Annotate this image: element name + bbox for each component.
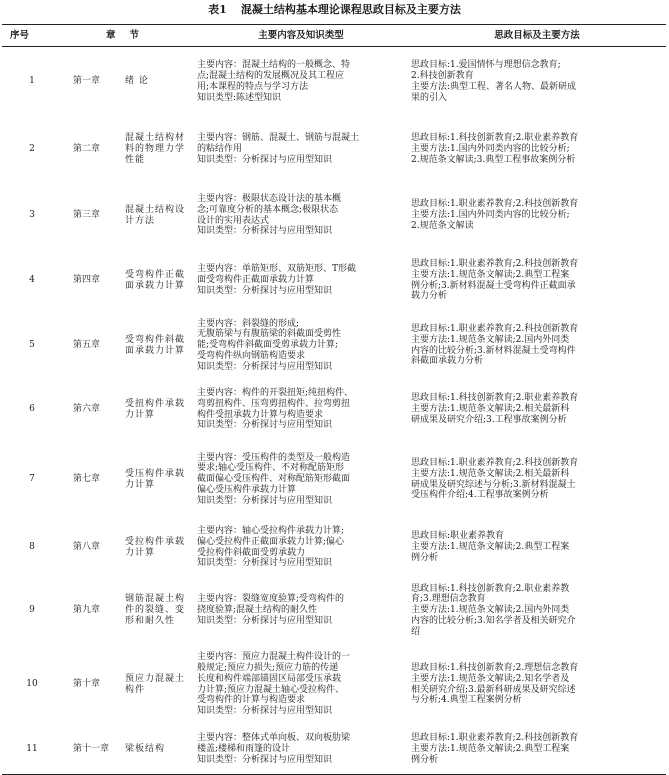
objective-line: 思政目标:职业素养教育 (411, 531, 505, 542)
objective-line: 思政目标:1.职业素养教育;2.科技创新教育 (411, 733, 579, 744)
row-content (194, 441, 408, 519)
chapter-number: 第八章 (73, 542, 101, 553)
content-line: 知识类型：分析探讨与应用型知识 (197, 361, 333, 372)
content-line: 受弯构件纵向钢筋构造要求 (197, 350, 306, 361)
row-chapter (62, 441, 194, 519)
table-row (2, 645, 666, 725)
chapter-title: 预应力混凝土构件 (125, 673, 186, 695)
row-number: 11 (2, 725, 62, 775)
row-objectives (408, 519, 666, 577)
content-line: 主要内容：轴心受拉构件承载力计算; (197, 525, 345, 536)
objective-line: 主要方法:1.规范条文解读;2.国内外同类 (411, 334, 570, 345)
content-line: 知识类型：分析探讨与应用型知识 (197, 558, 333, 569)
table-caption (0, 2, 669, 18)
row-number: 9 (29, 605, 35, 616)
objective-line: 主要方法:1.国内外同类内容的比较分析; (411, 210, 570, 221)
row-chapter (62, 519, 194, 577)
objective-line: 思政目标:1.职业素养教育;2.科技创新教育 (411, 323, 579, 334)
table-row (2, 725, 666, 775)
row-chapter (62, 645, 194, 725)
objective-line: 思政目标:1.职业素养教育;2.科技创新教育 (411, 199, 579, 210)
content-line: 点;混凝土结构的发展概况及其工程应 (197, 70, 345, 81)
objective-line: 主要方法:1.规范条文解读;2.典型工程案 (411, 269, 570, 280)
content-line: 知识类型：分析探讨与应用型知识 (197, 706, 333, 717)
row-number: 2 (29, 144, 35, 155)
objective-line: 主要方法:1.规范条文解读;2.国内外同类 (411, 605, 570, 616)
objective-line: 主要方法:1.规范条文解读;2.知名学者及 (411, 673, 570, 684)
row-chapter (62, 117, 194, 183)
content-line: 楼盖;楼梯和雨篷的设计 (197, 743, 291, 754)
content-line: 知识类型：分析探讨与应用型知识 (197, 226, 333, 237)
content-line: 主要内容：整体式单向板、双向板肋梁 (197, 733, 351, 744)
row-content (194, 577, 408, 645)
table-row (2, 441, 666, 519)
chapter-title: 受弯构件正截面承载力计算 (125, 269, 186, 291)
row-chapter (62, 379, 194, 441)
row-objectives (408, 577, 666, 645)
header-objectives: 思政目标及主要方法 (408, 25, 666, 47)
objective-line: 例分析 (411, 754, 439, 765)
content-line: 主要内容：钢筋、混凝土、钢筋与混凝土 (197, 133, 360, 144)
chapter-number: 第七章 (73, 474, 101, 485)
content-line: 主要内容：受压构件的类型及一般构造 (197, 452, 351, 463)
content-line: 主要内容：预应力混凝土构件设计的一 (197, 652, 351, 663)
content-line: 的粘结作用 (197, 144, 243, 155)
content-line: 力计算;预应力混凝土轴心受拉构件、 (197, 684, 345, 695)
content-line: 偏心受拉构件正截面承载力计算;偏心 (197, 536, 345, 547)
table-row (2, 577, 666, 645)
row-chapter (62, 725, 194, 775)
objective-line: 主要方法:典型工程、著名人物、最新研成 (411, 81, 577, 92)
content-line: 念;可靠度分析的基本概念;极限状态 (197, 204, 339, 215)
row-chapter (62, 183, 194, 249)
row-content (194, 249, 408, 313)
row-content (194, 519, 408, 577)
chapter-number: 第十章 (73, 679, 101, 690)
row-objectives (408, 117, 666, 183)
row-chapter (62, 313, 194, 379)
caption-title: 混凝土结构基本理论课程思政目标及主要方法 (240, 3, 461, 16)
chapter-number: 第一章 (73, 76, 101, 87)
chapter-number: 第三章 (73, 210, 101, 221)
objective-line: 思政目标:1.科技创新教育;2.职业素养教 (411, 583, 570, 594)
chapter-title: 混凝土结构材料的物理力学性能 (125, 133, 186, 165)
row-content (194, 183, 408, 249)
chapter-title: 受拉构件承载力计算 (125, 536, 186, 558)
header-chapter: 章节 (62, 25, 194, 47)
row-objectives (408, 183, 666, 249)
table-row (2, 519, 666, 577)
table-row (2, 249, 666, 313)
header-no: 序号 (2, 25, 62, 47)
objective-line: 主要方法:1.国内外同类内容的比较分析; (411, 144, 570, 155)
row-objectives (408, 725, 666, 775)
row-chapter (62, 577, 194, 645)
table-row (2, 47, 666, 117)
content-line: 挠度验算;混凝土结构的耐久性 (197, 605, 318, 616)
row-number: 10 (26, 679, 38, 690)
content-line: 知识类型：分析探讨与应用型知识 (197, 754, 333, 765)
objective-line: 研成果及研究介绍;3.工程事故案例分析 (411, 414, 567, 425)
content-line: 主要内容：极限状态设计法的基本概 (197, 193, 342, 204)
objective-line: 主要方法:1.规范条文解读;2.相关最新科 (411, 404, 570, 415)
row-content (194, 117, 408, 183)
header-content: 主要内容及知识类型 (194, 25, 408, 47)
chapter-number: 第九章 (73, 605, 101, 616)
row-number: 4 (29, 275, 35, 286)
objective-line: 育;3.理想信念教育 (411, 594, 486, 605)
content-line: 设计的实用表达式 (197, 215, 270, 226)
caption-number: 表1 (208, 3, 227, 16)
objective-line: 研成果及研究综述与分析;3.新材料混凝土 (411, 479, 576, 490)
row-number: 5 (29, 340, 35, 351)
table-row (2, 183, 666, 249)
content-line: 弯剪扭构件、压弯剪扭构件、拉弯剪扭 (197, 398, 351, 409)
row-content (194, 47, 408, 117)
objective-line: 2.科技创新教育 (411, 70, 474, 81)
objective-line: 思政目标:1.科技创新教育;2.职业素养教育 (411, 393, 579, 404)
chapter-title: 受扭构件承载力计算 (125, 398, 186, 420)
objective-line: 载力分析 (411, 291, 448, 302)
objective-line: 2.规范条文解读;3.典型工程事故案例分析 (411, 154, 576, 165)
objective-line: 例分析 (411, 552, 439, 563)
chapter-title: 受压构件承载力计算 (125, 468, 186, 490)
content-line: 知识类型：分析探讨与应用型知识 (197, 154, 333, 165)
objective-line: 思政目标:1.职业素养教育;2.科技创新教育 (411, 457, 579, 468)
content-line: 无腹筋梁与有腹筋梁的斜截面受剪性 (197, 329, 342, 340)
header-row (2, 25, 666, 47)
chapter-title: 绪 论 (125, 76, 149, 87)
table-row (2, 379, 666, 441)
content-line: 主要内容：裂缝宽度验算;受弯构件的 (197, 594, 345, 605)
objective-line: 内容的比较分析;3.知名学者及相关研究介 (411, 615, 576, 626)
chapter-number: 第五章 (73, 340, 101, 351)
content-line: 用;本课程的特点与学习方法 (197, 81, 309, 92)
content-line: 要求;轴心受压构件、不对称配筋矩形 (197, 463, 345, 474)
content-line: 主要内容：构件的开裂扭矩;纯扭构件、 (197, 387, 354, 398)
content-line: 偏心受压构件承载力计算 (197, 484, 297, 495)
row-number: 1 (29, 76, 35, 87)
objective-line: 主要方法:1.规范条文解读;2.相关最新科 (411, 468, 570, 479)
content-line: 面受弯构件正截面承载力计算 (197, 275, 315, 286)
row-objectives (408, 379, 666, 441)
chapter-number: 第二章 (73, 144, 101, 155)
objective-line: 思政目标:1.科技创新教育;2.理想信念教育 (411, 662, 579, 673)
row-objectives (408, 645, 666, 725)
objective-line: 果的引入 (411, 92, 448, 103)
objective-line: 斜截面承载力分析 (411, 356, 484, 367)
content-line: 构件受扭承载力计算与构造要求 (197, 409, 324, 420)
objective-line: 受压构件介绍;4.工程事故案例分析 (411, 490, 549, 501)
chapter-number: 第四章 (73, 275, 101, 286)
row-objectives (408, 47, 666, 117)
chapter-title: 受弯构件斜截面承载力计算 (125, 334, 186, 356)
row-number: 7 (29, 474, 35, 485)
objective-line: 主要方法:1.规范条文解读;2.典型工程案 (411, 743, 570, 754)
content-line: 知识类型：分析探讨与应用型知识 (197, 495, 333, 506)
chapter-title: 钢筋混凝土构件的裂缝、变形和耐久性 (125, 594, 186, 626)
chapter-number: 第六章 (73, 404, 101, 415)
chapter-title: 梁板结构 (125, 743, 166, 754)
chapter-title: 混凝土结构设计方法 (125, 204, 186, 226)
row-number: 8 (29, 542, 35, 553)
objective-line: 2.规范条文解读 (411, 220, 474, 231)
content-line: 知识类型：分析探讨与应用型知识 (197, 285, 333, 296)
content-line: 知识类型：分析探讨与应用型知识 (197, 420, 333, 431)
objective-line: 思政目标:1.科技创新教育;2.职业素养教育 (411, 133, 579, 144)
row-objectives (408, 441, 666, 519)
row-number: 6 (29, 404, 35, 415)
objectives-table (2, 24, 666, 775)
row-chapter (62, 47, 194, 117)
objective-line: 主要方法:1.规范条文解读;2.典型工程案 (411, 542, 570, 553)
row-content (194, 725, 408, 775)
content-line: 般规定;预应力损失;预应力筋的传递 (197, 662, 339, 673)
row-content (194, 313, 408, 379)
content-line: 截面偏心受压构件、对称配筋矩形截面 (197, 474, 351, 485)
objective-line: 思政目标:1.职业素养教育;2.科技创新教育 (411, 258, 579, 269)
objective-line: 相关研究介绍;3.最新科研成果及研究综述 (411, 684, 576, 695)
objective-line: 与分析;4.典型工程案例分析 (411, 695, 522, 706)
objective-line: 绍 (411, 626, 421, 637)
row-chapter (62, 249, 194, 313)
content-line: 长度和构件端部锚固区局部受压承载 (197, 673, 342, 684)
content-line: 主要内容：混凝土结构的一般概念、特 (197, 60, 351, 71)
chapter-number: 第十一章 (73, 743, 110, 754)
row-content (194, 645, 408, 725)
content-line: 主要内容：单筋矩形、双筋矩形、T形截 (197, 264, 357, 275)
content-line: 主要内容：斜裂缝的形成; (197, 318, 300, 329)
row-objectives (408, 313, 666, 379)
objective-line: 思政目标:1.爱国情怀与理想信念教育; (411, 60, 561, 71)
content-line: 知识类型:陈述型知识 (197, 92, 282, 103)
table-row (2, 313, 666, 379)
row-objectives (408, 249, 666, 313)
row-content (194, 379, 408, 441)
objective-line: 内容的比较分析;3.新材料混凝土受弯构件 (411, 345, 576, 356)
content-line: 受弯构件的计算与构造要求 (197, 695, 306, 706)
content-line: 知识类型：分析探讨与应用型知识 (197, 615, 333, 626)
objective-line: 例分析;3.新材料混凝土受弯构件正截面承 (411, 280, 576, 291)
table-row (2, 117, 666, 183)
row-number: 3 (29, 210, 35, 221)
content-line: 能;受弯构件斜截面受剪承载力计算; (197, 340, 339, 351)
content-line: 受拉构件斜截面受剪承载力 (197, 547, 306, 558)
